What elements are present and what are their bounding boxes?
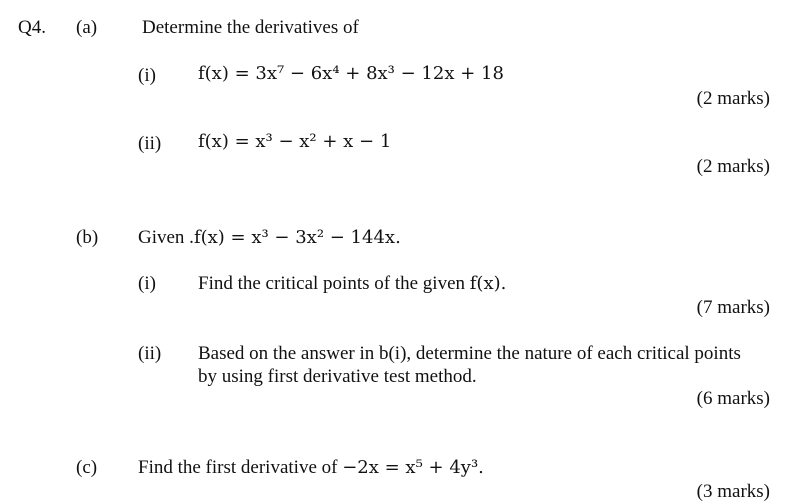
part-c-marks: (3 marks) [696,481,770,502]
question-number: Q4. [18,17,46,38]
part-b-i-text [198,274,506,293]
part-b-given-prefix: Given . [138,227,194,248]
part-b-ii-line2: by using first derivative test method. [198,366,477,387]
part-a-ii-label: (ii) [138,133,162,154]
part-b-i-marks: (7 marks) [696,297,770,318]
part-b-i-text-expression: f(x). [469,273,507,294]
part-a-prompt: Determine the derivatives of [142,17,359,38]
part-a-ii-expression: f(x) = x³ − x² + x − 1 [198,131,392,152]
part-b-given-expression: f(x) = x³ − 3x² − 144x. [193,227,401,248]
part-b-label: (b) [76,227,99,248]
part-c-text [138,458,484,477]
part-b-i-text-body: Find the critical points of the given [198,273,470,294]
part-c-expression: −2x = x⁵ + 4y³. [342,457,484,478]
part-a-label: (a) [76,17,98,38]
part-b-ii-label: (ii) [138,343,162,364]
part-a-i-expression: f(x) = 3x⁷ − 6x⁴ + 8x³ − 12x + 18 [198,63,504,84]
part-b-ii-marks: (6 marks) [696,388,770,409]
part-a-i-marks: (2 marks) [696,88,770,109]
part-b-given [138,228,401,247]
part-c-text-body: Find the first derivative of [138,457,343,478]
part-a-ii-marks: (2 marks) [696,156,770,177]
part-a-i-label: (i) [138,65,156,86]
part-b-ii-line1: Based on the answer in b(i), determine the nature of each critical points [198,343,741,364]
part-c-label: (c) [76,457,98,478]
part-b-i-label: (i) [138,273,156,294]
